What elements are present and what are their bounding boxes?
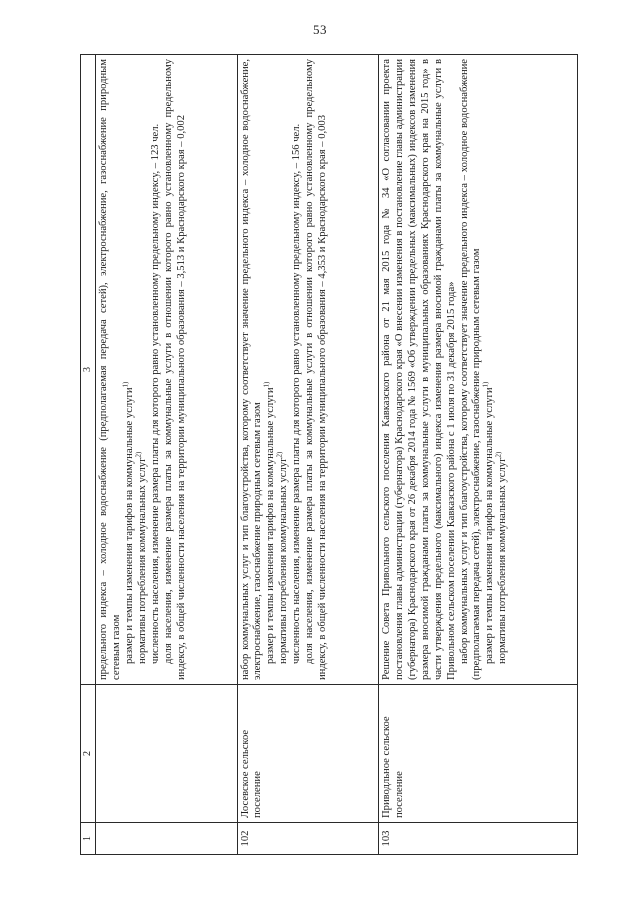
description-paragraph bbox=[150, 59, 163, 680]
description-paragraph bbox=[98, 59, 124, 680]
paragraph-text: набор коммунальных услуг и тип благоустройства, которому соответствует значение предельного индекса – холодное водоснабжение, электроснабжение, газоснабжение природным сетевым газом bbox=[239, 59, 264, 680]
footnote-marker: 1) bbox=[121, 381, 130, 388]
paragraph-text: набор коммунальных услуг и тип благоустройства, которому соответствует значение предельного индекса – холодное водоснабжение (предполагаемая передача сетей), электроснабжение, газоснабжение природным сетевым газом bbox=[458, 59, 483, 680]
description-cell bbox=[237, 55, 379, 685]
paragraph-text: нормативы потребления коммунальных услуг bbox=[497, 457, 509, 664]
row-number-cell bbox=[96, 823, 238, 855]
table-header-row bbox=[81, 55, 96, 855]
paragraph-text: размер и темпы изменения тарифов на коммунальные услуги bbox=[123, 387, 135, 664]
description-paragraph bbox=[121, 59, 137, 680]
footnote-marker: 2) bbox=[275, 451, 284, 458]
paragraph-text: размер и темпы изменения тарифов на коммунальные услуги bbox=[265, 387, 277, 664]
paragraph-text: нормативы потребления коммунальных услуг bbox=[278, 457, 290, 664]
rotated-table-container bbox=[80, 55, 578, 855]
description-paragraph bbox=[494, 59, 510, 680]
header-col-1: 1 bbox=[81, 823, 96, 855]
paragraph-text: численность населения, изменение размера платы для которого равно установленному предельному индексу, – 123 чел. bbox=[149, 123, 161, 664]
header-col-2: 2 bbox=[81, 685, 96, 823]
row-number-cell: 103 bbox=[379, 823, 578, 855]
paragraph-text: доля населения, изменение размера платы за коммунальные услуги в отношении которого равно установленному предельному индексу, в общей численности населения на территории муниципального образования – 3,513 и Краснодарского края – 0,002 bbox=[162, 59, 187, 680]
footnote-marker: 1) bbox=[262, 381, 271, 388]
table-row bbox=[379, 55, 578, 855]
description-paragraph bbox=[291, 59, 304, 680]
footnote-marker: 2) bbox=[134, 451, 143, 458]
table-row bbox=[237, 55, 379, 855]
paragraph-text: размер и темпы изменения тарифов на коммунальные услуги bbox=[484, 387, 496, 664]
paragraph-text: нормативы потребления коммунальных услуг bbox=[136, 457, 148, 664]
paragraph-text: предельного индекса – холодное водоснабжение (предполагаемая передача сетей), электроснабжение, газоснабжение природным сетевым газом bbox=[98, 59, 122, 680]
paragraph-text: доля населения, изменение размера платы за коммунальные услуги в отношении которого равно установленному предельному индексу, в общей численности населения на территории муниципального образования – 4,353 и Краснодарского края – 0,003 bbox=[304, 59, 329, 680]
settlement-name-cell: Лосевское сельское поселение bbox=[237, 685, 379, 823]
footnote-marker: 1) bbox=[481, 381, 490, 388]
header-col-3: 3 bbox=[81, 55, 96, 685]
description-paragraph bbox=[262, 59, 278, 680]
description-paragraph bbox=[459, 59, 485, 680]
description-paragraph bbox=[304, 59, 330, 680]
description-paragraph bbox=[134, 59, 150, 680]
row-number-cell: 102 bbox=[237, 823, 379, 855]
description-cell bbox=[379, 55, 578, 685]
description-cell bbox=[96, 55, 238, 685]
table-row bbox=[96, 55, 238, 855]
paragraph-text: численность населения, изменение размера платы для которого равно установленному предельному индексу, – 156 чел. bbox=[291, 123, 303, 664]
description-paragraph bbox=[240, 59, 266, 680]
footnote-marker: 2) bbox=[494, 451, 503, 458]
page-number: 53 bbox=[313, 22, 327, 37]
description-paragraph bbox=[275, 59, 291, 680]
description-paragraph bbox=[163, 59, 189, 680]
document-table bbox=[80, 54, 578, 855]
paragraph-text: Решение Совета Привольного сельского поселения Кавказского района от 21 мая 2015 года № 34 «О согласовании проекта постановления главы администрации (губернатора) Краснодарского края «О внесении изменения в постановление главы администрации (губернатора) Краснодарского края от 26 декабря 2014 года № 1569 «Об утверждении предельных (максимальных) индексов изменения размера вносимой гражданами платы за коммунальные услуги в муниципальных образованиях Краснодарского края на 2015 год» в части утверждения предельного (максимального) индекса изменения размера вносимой гражданами платы за коммунальные услуги в Привольном сельском поселении Кавказского района с 1 июля по 31 декабря 2015 года» bbox=[381, 59, 457, 680]
description-paragraph bbox=[381, 59, 459, 680]
table-body bbox=[96, 55, 578, 855]
settlement-name-cell: Приводльное сельское поселение bbox=[379, 685, 578, 823]
description-paragraph bbox=[481, 59, 497, 680]
settlement-name-cell bbox=[96, 685, 238, 823]
